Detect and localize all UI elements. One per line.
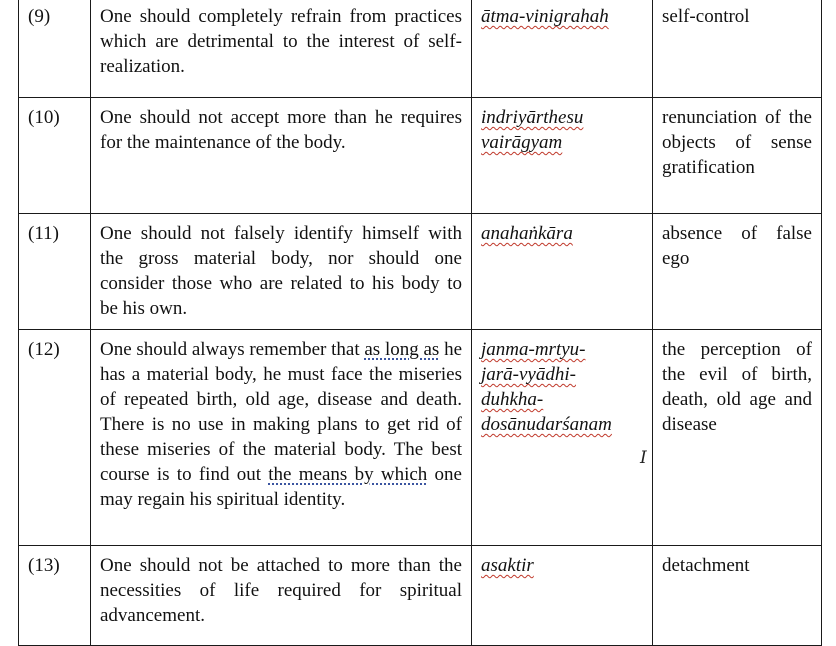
row-number: (11) bbox=[19, 214, 91, 330]
sanskrit-term[interactable] bbox=[472, 546, 653, 646]
row-number: (13) bbox=[19, 546, 91, 646]
term-line: dosānudarśanam bbox=[481, 414, 612, 435]
row-meaning[interactable]: absence of false ego bbox=[653, 214, 822, 330]
verse-table bbox=[18, 0, 822, 646]
sanskrit-term[interactable] bbox=[472, 330, 653, 546]
row-description[interactable]: One should completely refrain from practices which are detrimental to the interest of self-realization. bbox=[91, 0, 472, 98]
flagged-phrase[interactable]: the means by which bbox=[268, 464, 428, 485]
term-line: anahaṅkāra bbox=[481, 223, 573, 244]
sanskrit-term[interactable] bbox=[472, 0, 653, 98]
row-description[interactable]: One should not accept more than he requires for the maintenance of the body. bbox=[91, 98, 472, 214]
row-number: (10) bbox=[19, 98, 91, 214]
term-line: indriyārthesu bbox=[481, 107, 584, 128]
table-row bbox=[19, 0, 822, 98]
term-line: ātma-vinigrahah bbox=[481, 6, 609, 27]
row-number: (9) bbox=[19, 0, 91, 98]
term-line: jarā-vyādhi- bbox=[481, 364, 576, 385]
table-row bbox=[19, 214, 822, 330]
sanskrit-term[interactable] bbox=[472, 98, 653, 214]
term-line: duhkha- bbox=[481, 389, 544, 410]
row-number: (12) bbox=[19, 330, 91, 546]
term-line: asaktir bbox=[481, 555, 534, 576]
row-description[interactable]: One should not falsely identify himself with the gross material body, nor should one consider those who are related to his body to be his own. bbox=[91, 214, 472, 330]
row-meaning[interactable]: renunciation of the objects of sense gratification bbox=[653, 98, 822, 214]
description-text: one may regain his spiritual identity. bbox=[100, 464, 462, 510]
flagged-phrase[interactable]: as long as bbox=[364, 339, 440, 360]
description-text: he has a material body, he must face the miseries of repeated birth, old age, disease and death. There is no use in making plans to get rid of these miseries of the material body. The best course is to find out bbox=[100, 339, 462, 485]
term-line: vairāgyam bbox=[481, 132, 563, 153]
sanskrit-term[interactable] bbox=[472, 214, 653, 330]
row-description[interactable]: One should not be attached to more than the necessities of life required for spiritual advancement. bbox=[91, 546, 472, 646]
row-description[interactable] bbox=[91, 330, 472, 546]
table-row bbox=[19, 546, 822, 646]
table-row bbox=[19, 98, 822, 214]
row-meaning[interactable]: self-control bbox=[653, 0, 822, 98]
description-text: One should always remember that bbox=[100, 339, 365, 360]
row-meaning[interactable]: detachment bbox=[653, 546, 822, 646]
table-row bbox=[19, 330, 822, 546]
term-line: janma-mrtyu- bbox=[481, 339, 586, 360]
row-meaning[interactable]: the perception of the evil of birth, death, old age and disease bbox=[653, 330, 822, 546]
text-cursor-icon: I bbox=[640, 448, 647, 468]
